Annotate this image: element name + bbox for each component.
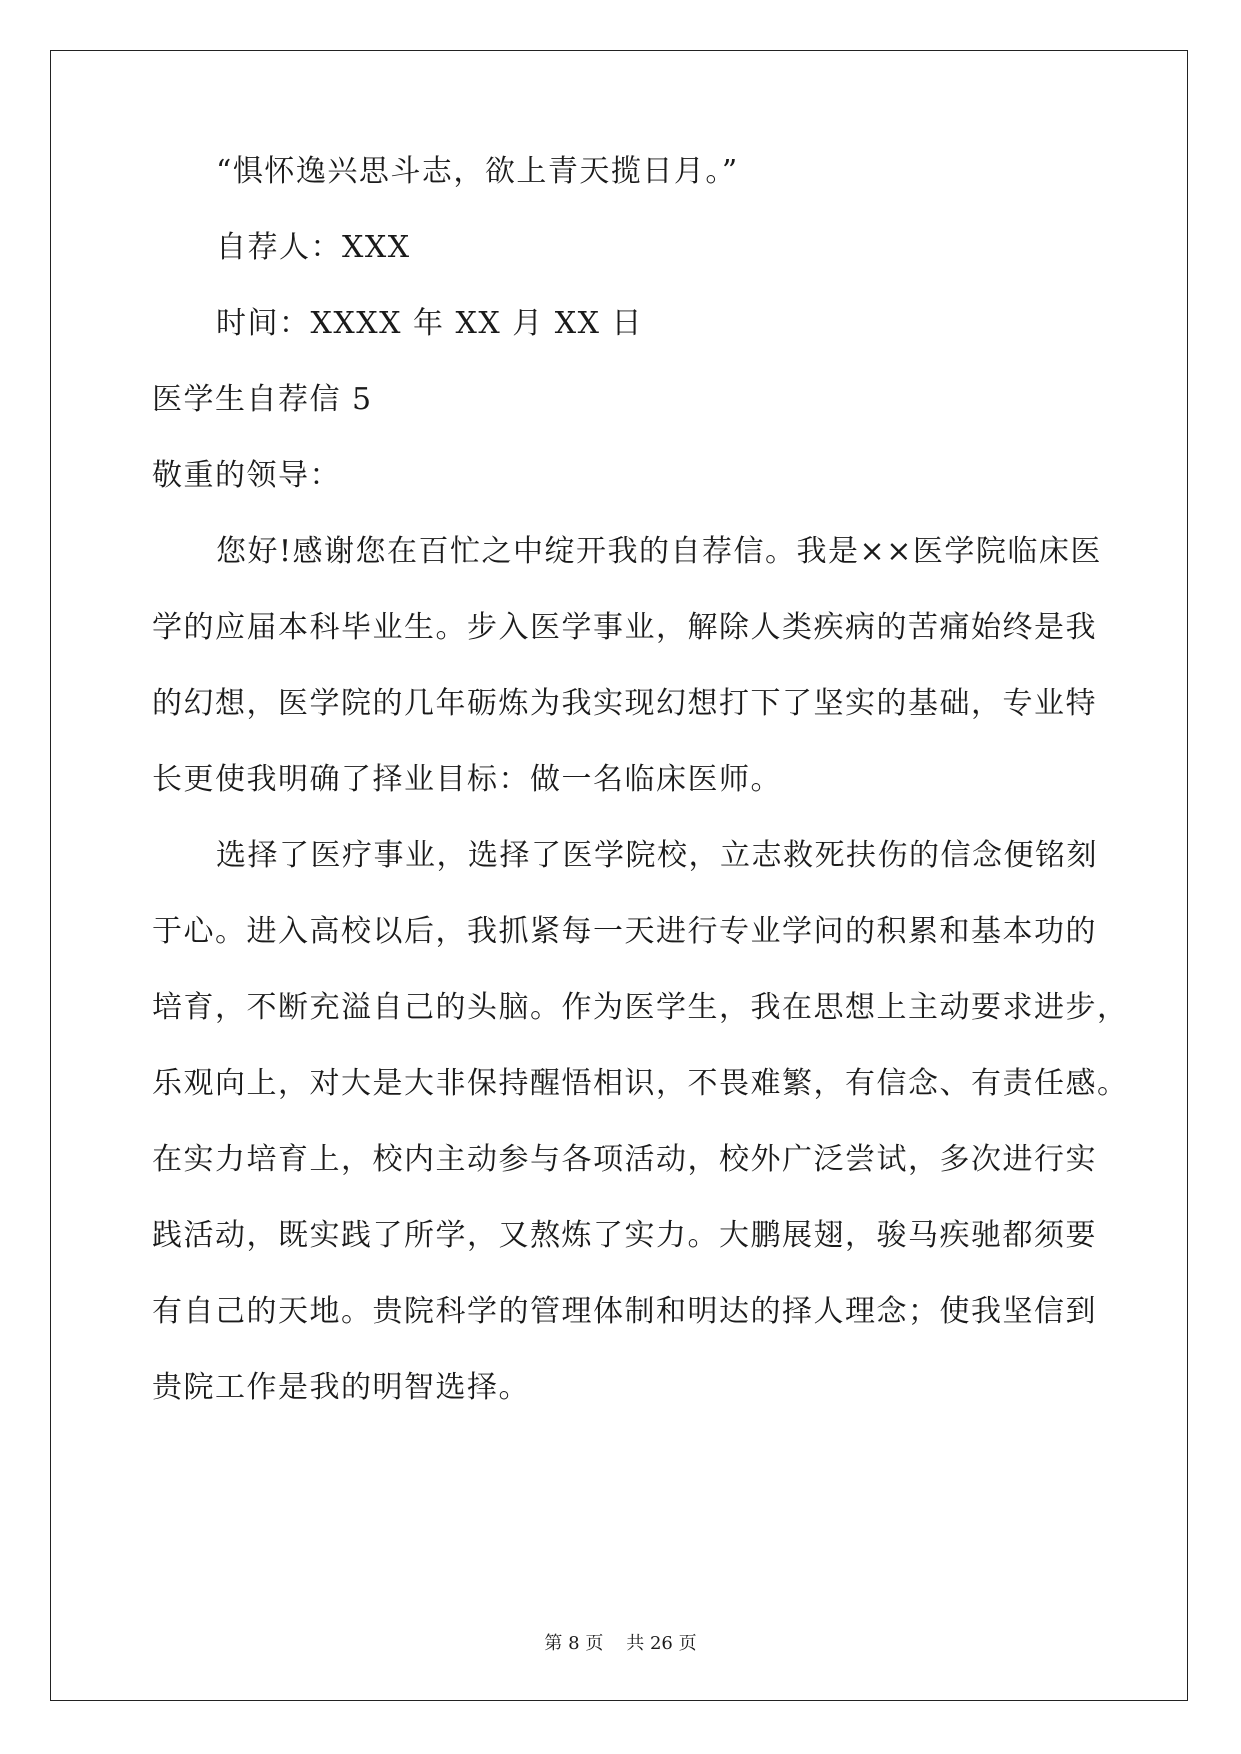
date-line: 时间：XXXX 年 XX 月 XX 日 [216, 306, 644, 341]
body-line: 培育，不断充溢自己的头脑。作为医学生，我在思想上主动要求进步， [152, 990, 1129, 1025]
signer-line: 自荐人：XXX [216, 230, 411, 265]
body-line: 贵院工作是我的明智选择。 [152, 1370, 530, 1405]
section-title: 医学生自荐信 5 [152, 382, 373, 417]
body-line: 学的应届本科毕业生。步入医学事业，解除人类疾病的苦痛始终是我 [152, 610, 1097, 645]
body-line: 乐观向上，对大是大非保持醒悟相识，不畏难繁，有信念、有责任感。 [152, 1066, 1129, 1101]
page-footer [0, 1632, 1241, 1656]
quote-line: “惧怀逸兴思斗志，欲上青天揽日月。” [216, 154, 739, 189]
body-line: 您好!感谢您在百忙之中绽开我的自荐信。我是××医学院临床医 [216, 534, 1102, 569]
body-line: 的幻想，医学院的几年砺炼为我实现幻想打下了坚实的基础，专业特 [152, 686, 1097, 721]
body-line: 于心。进入高校以后，我抓紧每一天进行专业学问的积累和基本功的 [152, 914, 1097, 949]
body-line: 有自己的天地。贵院科学的管理体制和明达的择人理念；使我坚信到 [152, 1294, 1097, 1329]
page-number: 第 8 页 [544, 1633, 604, 1654]
salutation: 敬重的领导： [152, 458, 341, 493]
page-total: 共 26 页 [626, 1633, 697, 1654]
body-line: 选择了医疗事业，选择了医学院校，立志救死扶伤的信念便铭刻 [216, 838, 1098, 873]
body-line: 长更使我明确了择业目标：做一名临床医师。 [152, 762, 782, 797]
body-line: 践活动，既实践了所学，又熬炼了实力。大鹏展翅，骏马疾驰都须要 [152, 1218, 1097, 1253]
body-line: 在实力培育上，校内主动参与各项活动，校外广泛尝试，多次进行实 [152, 1142, 1097, 1177]
